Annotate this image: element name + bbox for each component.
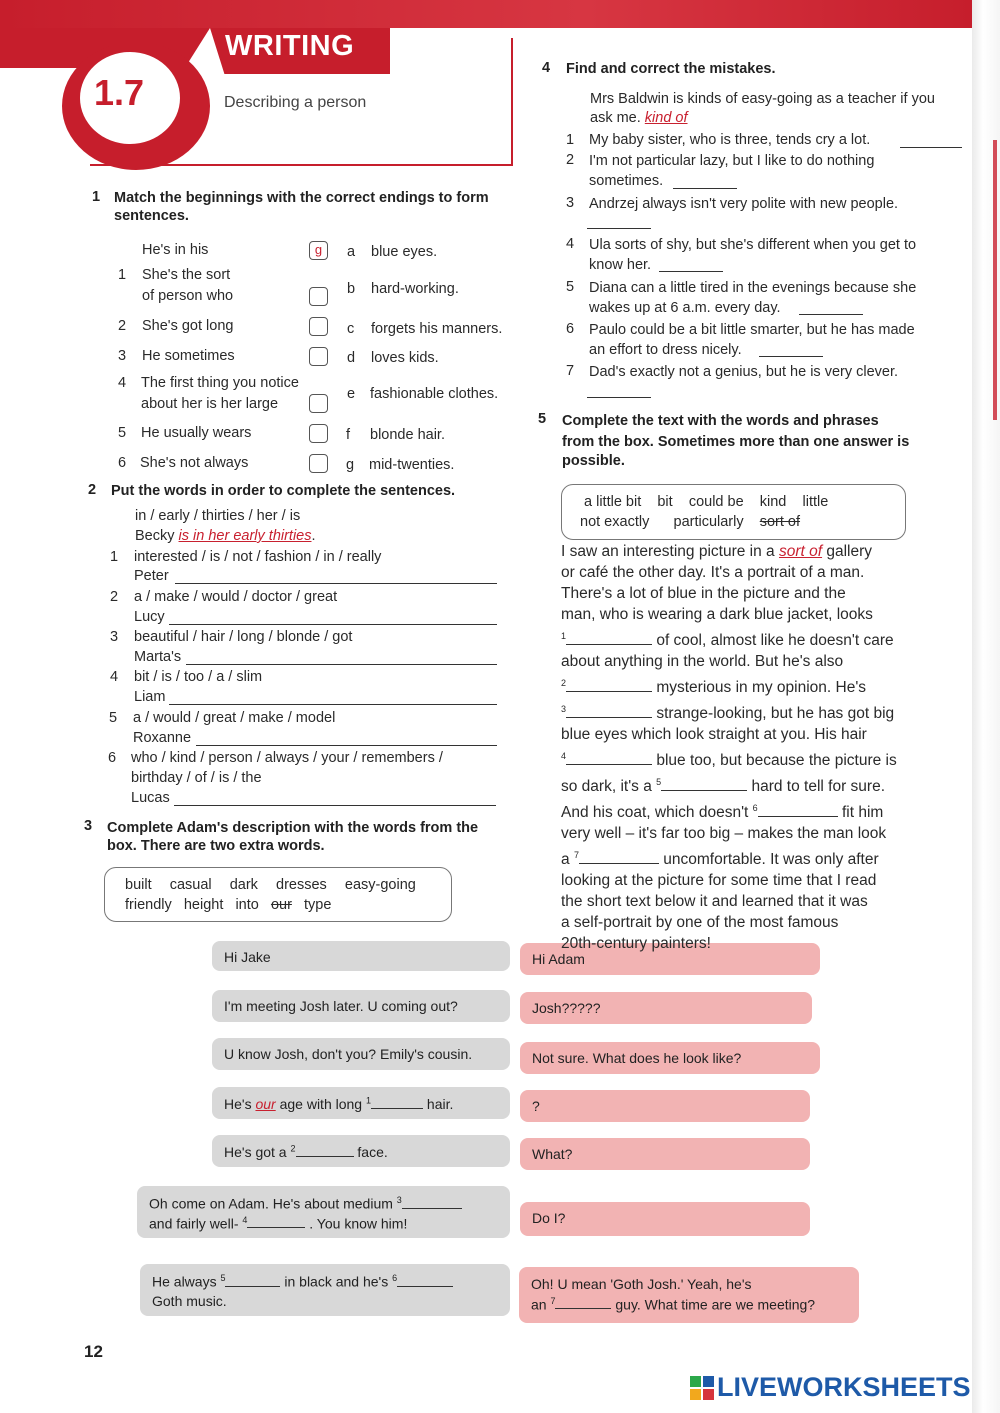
ex5-line: very well – it's far too big – makes the man look xyxy=(561,824,887,842)
ex5-number: 5 xyxy=(538,411,547,427)
ex5-line: uncomfortable. It was only after xyxy=(658,850,879,868)
ex5-gap-1[interactable] xyxy=(566,629,652,645)
chat-text: Oh come on Adam. He's about medium xyxy=(149,1195,397,1212)
chat-right-6 xyxy=(520,1202,810,1236)
ex4-example-answer: kind of xyxy=(644,110,688,126)
ex4-i2-num: 2 xyxy=(566,152,575,168)
ex1-answer-box-6[interactable] xyxy=(309,454,328,473)
ex3-box-row2 xyxy=(125,895,331,915)
chat-text: He's xyxy=(224,1096,256,1112)
ex1-example-beginning: He's in his xyxy=(142,242,209,258)
ex5-line: looking at the picture for some time that I read xyxy=(561,871,877,889)
header-divider xyxy=(90,164,512,166)
ex3-word: dresses xyxy=(276,877,327,893)
ex1-e-c-letter: c xyxy=(347,321,355,337)
liveworksheets-logo-icon xyxy=(690,1376,714,1400)
ex1-b1-l1: She's the sort xyxy=(142,267,231,283)
lesson-number: 1.7 xyxy=(94,72,145,113)
ex2-example-words: in / early / thirties / her / is xyxy=(135,508,301,524)
ex1-b2-num: 2 xyxy=(118,318,127,334)
page-edge-mark xyxy=(993,140,997,420)
chat-text: Josh????? xyxy=(532,1000,601,1016)
header-vertical-divider xyxy=(511,38,513,166)
ex5-word: not exactly xyxy=(580,514,650,530)
gap-number: 4 xyxy=(561,750,567,761)
ex2-answer-line-2[interactable] xyxy=(169,624,497,625)
ex4-i6-l2: an effort to dress nicely. xyxy=(589,342,742,358)
ex2-i1-num: 1 xyxy=(110,549,119,565)
ex4-answer-line-2[interactable] xyxy=(673,188,737,189)
ex1-b1-l2: of person who xyxy=(142,288,234,304)
ex1-b4-l1: The first thing you notice xyxy=(141,375,299,391)
gap-number: 5 xyxy=(220,1273,226,1283)
ex5-line: And his coat, which doesn't xyxy=(561,803,753,821)
ex5-line: the short text below it and learned that it was xyxy=(561,892,868,910)
ex1-e-e-text: fashionable clothes. xyxy=(370,386,499,402)
ex2-i3-num: 3 xyxy=(110,629,119,645)
chat-text: hair. xyxy=(423,1096,454,1112)
gap-number: 3 xyxy=(561,703,567,714)
ex1-b3-l1: He sometimes xyxy=(142,348,235,364)
ex1-b1-num: 1 xyxy=(118,267,127,283)
chat-text: U know Josh, don't you? Emily's cousin. xyxy=(224,1046,473,1062)
chat-text: ? xyxy=(532,1098,540,1114)
ex1-e-g-text: mid-twenties. xyxy=(369,457,455,473)
ex4-i4-l1: Ula sorts of shy, but she's different when you get to xyxy=(589,237,917,253)
ex4-i7-num: 7 xyxy=(566,363,575,379)
ex5-line: man, who is wearing a dark blue jacket, looks xyxy=(561,605,873,623)
ex3-word: casual xyxy=(169,877,212,893)
ex4-i4-l2: know her. xyxy=(589,257,652,273)
gap-number: 3 xyxy=(396,1195,402,1205)
gap-3[interactable] xyxy=(402,1195,462,1209)
ex5-line: blue too, but because the picture is xyxy=(656,751,897,769)
ex2-i4-num: 4 xyxy=(110,669,119,685)
ex4-i7-l1: Dad's exactly not a genius, but he is very clever. xyxy=(589,364,899,380)
ex3-word: easy-going xyxy=(344,877,416,893)
ex5-gap-2[interactable] xyxy=(566,676,652,692)
ex5-word: particularly xyxy=(673,514,744,530)
chat-answer: our xyxy=(255,1096,276,1112)
ex1-b4-num: 4 xyxy=(118,375,127,391)
ex3-instruction: Complete Adam's description with the words from the box. There are two extra words. xyxy=(107,820,479,855)
ex5-box-row2 xyxy=(580,512,800,532)
ex1-number: 1 xyxy=(92,189,101,205)
gap-number: 2 xyxy=(561,677,567,688)
ex2-instruction: Put the words in order to complete the sentences. xyxy=(111,483,456,499)
gap-number: 2 xyxy=(290,1143,296,1154)
ex1-answer-box-1[interactable] xyxy=(309,287,328,306)
ex2-example-name: Becky xyxy=(135,528,175,544)
ex2-answer-line-5[interactable] xyxy=(196,745,497,746)
ex5-word: a little bit xyxy=(584,494,642,510)
ex3-word: type xyxy=(304,897,332,913)
ex4-answer-line-3[interactable] xyxy=(587,228,651,229)
ex4-answer-line-4[interactable] xyxy=(659,271,723,272)
ex5-line: mysterious in my opinion. He's xyxy=(656,678,867,696)
ex2-answer-line-1[interactable] xyxy=(175,583,497,584)
ex4-number: 4 xyxy=(542,60,551,76)
ex5-line: so dark, it's a xyxy=(561,777,657,795)
ex2-example-answer: is in her early thirties xyxy=(178,528,312,544)
ex4-answer-line-1[interactable] xyxy=(900,147,962,148)
gap-6[interactable] xyxy=(397,1273,453,1287)
ex5-gap-7[interactable] xyxy=(579,848,659,864)
ex2-i5-words: a / would / great / make / model xyxy=(133,710,336,726)
ex3-word: dark xyxy=(229,877,258,893)
ex1-e-g-letter: g xyxy=(346,457,355,473)
ex5-line: I saw an interesting picture in a xyxy=(561,543,779,560)
ex5-line: of cool, almost like he doesn't care xyxy=(656,631,894,649)
ex5-instruction-l2: from the box. Sometimes more than one answer is xyxy=(562,434,910,450)
chat-right-3 xyxy=(520,1042,820,1074)
ex2-number: 2 xyxy=(88,482,97,498)
ex2-i3-name: Marta's xyxy=(134,649,182,665)
ex1-instruction: Match the beginnings with the correct endings to form sentences. xyxy=(114,190,489,225)
chat-text: Hi Jake xyxy=(224,949,271,965)
ex4-i6-l1: Paulo could be a bit little smarter, but he has made xyxy=(589,322,915,338)
ex5-line: hard to tell for sure. xyxy=(747,777,885,795)
ex3-word: built xyxy=(125,877,152,893)
gap-5[interactable] xyxy=(225,1273,280,1287)
ex4-answer-line-6[interactable] xyxy=(759,356,823,357)
chat-right-5 xyxy=(520,1138,810,1170)
liveworksheets-brand: LIVEWORKSHEETS xyxy=(717,1372,971,1402)
gap-number: 7 xyxy=(573,849,579,860)
ex5-instruction-l1: Complete the text with the words and phrases xyxy=(562,413,879,429)
ex1-e-f-letter: f xyxy=(346,427,351,443)
ex1-answer-box-3[interactable] xyxy=(309,347,328,366)
ex1-e-a-letter: a xyxy=(347,244,356,260)
ex1-b5-l1: He usually wears xyxy=(141,425,252,441)
ex1-e-e-letter: e xyxy=(347,386,356,402)
ex2-i2-words: a / make / would / doctor / great xyxy=(134,589,338,605)
ex5-gap-3[interactable] xyxy=(566,702,652,718)
ex4-i3-num: 3 xyxy=(566,195,575,211)
ex2-i6-words: who / kind / person / always / your / remembers / xyxy=(131,750,443,766)
header-band xyxy=(0,0,975,28)
ex4-i2-l2: sometimes. xyxy=(589,173,664,189)
ex1-b6-num: 6 xyxy=(118,455,127,471)
ex2-i2-name: Lucy xyxy=(134,609,165,625)
ex5-word: bit xyxy=(657,494,673,510)
ex4-example-l2-row xyxy=(590,108,688,128)
ex1-answer-box-5[interactable] xyxy=(309,424,328,443)
ex4-answer-line-7[interactable] xyxy=(587,397,651,398)
ex5-line: about anything in the world. But he's also xyxy=(561,652,844,670)
ex5-line: a xyxy=(561,850,574,868)
ex2-i4-words: bit / is / too / a / slim xyxy=(134,669,263,685)
chat-left-7 xyxy=(140,1264,510,1316)
chat-left-3 xyxy=(212,1038,510,1070)
gap-number: 7 xyxy=(550,1295,556,1306)
chat-text: Oh! U mean 'Goth Josh.' Yeah, he's xyxy=(531,1276,752,1292)
ex1-e-f-text: blonde hair. xyxy=(370,427,445,443)
ex3-word: friendly xyxy=(125,897,172,913)
ex5-word: little xyxy=(802,494,829,510)
chat-left-4 xyxy=(212,1087,510,1119)
ex1-e-a-text: blue eyes. xyxy=(371,244,438,260)
ex2-i3-words: beautiful / hair / long / blonde / got xyxy=(134,629,353,645)
ex1-b6-l1: She's not always xyxy=(140,455,249,471)
chat-text: I'm meeting Josh later. U coming out? xyxy=(224,998,458,1014)
gap-number: 1 xyxy=(366,1095,372,1106)
ex5-word: could be xyxy=(688,494,744,510)
page-subtitle: Describing a person xyxy=(224,94,367,111)
chat-left-5 xyxy=(212,1135,510,1167)
ex2-i2-num: 2 xyxy=(110,589,119,605)
ex1-example-answer: g xyxy=(309,241,328,260)
chat-text: . You know him! xyxy=(305,1215,408,1232)
ex5-word-struck: sort of xyxy=(759,514,801,530)
ex2-i5-num: 5 xyxy=(109,710,118,726)
ex1-b2-l1: She's got long xyxy=(142,318,234,334)
chat-right-2 xyxy=(520,992,812,1024)
gap-number: 1 xyxy=(561,630,567,641)
chat-text: Do I? xyxy=(532,1210,566,1226)
gap-1[interactable] xyxy=(371,1095,423,1109)
ex5-line: strange-looking, but he has got big xyxy=(656,704,895,722)
ex2-i1-words: interested / is / not / fashion / in / really xyxy=(134,549,382,565)
ex4-i1-num: 1 xyxy=(566,132,575,148)
ex4-i3-l1: Andrzej always isn't very polite with new people. xyxy=(589,196,899,212)
ex5-text xyxy=(561,542,941,954)
chat-text: He's got a xyxy=(224,1144,291,1160)
ex4-i1-l1: My baby sister, who is three, tends cry a lot. xyxy=(589,132,871,148)
ex3-word-struck: our xyxy=(270,897,292,913)
ex4-example-l1: Mrs Baldwin is kinds of easy-going as a teacher if you xyxy=(590,91,935,107)
ex1-e-b-letter: b xyxy=(347,281,356,297)
gap-2[interactable] xyxy=(296,1143,354,1157)
gap-number: 6 xyxy=(392,1273,398,1283)
ex3-word: into xyxy=(235,897,259,913)
ex2-answer-line-4[interactable] xyxy=(169,704,497,705)
ex1-answer-box-2[interactable] xyxy=(309,317,328,336)
chat-text: face. xyxy=(353,1144,388,1160)
ex1-e-d-letter: d xyxy=(347,350,356,366)
ex5-gap-4[interactable] xyxy=(566,749,652,765)
chat-text: Not sure. What does he look like? xyxy=(532,1050,742,1066)
ex2-i6-num: 6 xyxy=(108,750,117,766)
ex5-line: blue eyes which look straight at you. His hair xyxy=(561,725,867,743)
ex5-gap-6[interactable] xyxy=(758,801,838,817)
ex3-number: 3 xyxy=(84,818,93,834)
chat-text: age with long xyxy=(275,1096,366,1112)
ex1-b3-num: 3 xyxy=(118,348,127,364)
ex5-word: kind xyxy=(759,494,787,510)
chat-text: an xyxy=(531,1296,551,1313)
ex5-box-row1 xyxy=(584,492,828,512)
ex4-i5-num: 5 xyxy=(566,279,575,295)
ex4-i6-num: 6 xyxy=(566,321,575,337)
chat-left-2 xyxy=(212,990,510,1022)
ex2-i5-name: Roxanne xyxy=(133,730,192,746)
ex5-line: 20th-century painters! xyxy=(561,934,711,952)
gap-4[interactable] xyxy=(247,1214,305,1228)
chat-text: guy. What time are we meeting? xyxy=(611,1296,816,1313)
chat-text: and fairly well- xyxy=(149,1215,243,1232)
ex4-i2-l1: I'm not particular lazy, but I like to do nothing xyxy=(589,153,875,169)
ex2-i4-name: Liam xyxy=(134,689,166,705)
ex3-word: height xyxy=(183,897,224,913)
gap-number: 6 xyxy=(752,802,758,813)
chat-right-7 xyxy=(519,1267,859,1323)
ex4-i5-l1: Diana can a little tired in the evenings because she xyxy=(589,280,917,296)
chat-left-1 xyxy=(212,941,510,971)
ex2-example-line: Becky is in her early thirties. xyxy=(135,528,316,544)
chat-right-4 xyxy=(520,1090,810,1122)
ex2-i6-name: Lucas xyxy=(131,790,170,806)
ex1-answer-box-4[interactable] xyxy=(309,394,328,413)
ex4-i4-num: 4 xyxy=(566,236,575,252)
ex2-answer-line-6[interactable] xyxy=(174,805,496,806)
ex5-line: a self-portrait by one of the most famous xyxy=(561,913,839,931)
gap-number: 4 xyxy=(242,1214,248,1225)
ex5-instruction-l3: possible. xyxy=(562,453,625,469)
gap-7[interactable] xyxy=(555,1295,611,1309)
ex5-line: or café the other day. It's a portrait of a man. xyxy=(561,563,865,581)
ex5-line: gallery xyxy=(822,543,873,560)
ex1-b5-num: 5 xyxy=(118,425,127,441)
ex5-line: There's a lot of blue in the picture and the xyxy=(561,584,846,602)
ex4-i5-l2: wakes up at 6 a.m. every day. xyxy=(589,300,781,316)
chat-text: Hi Adam xyxy=(532,951,585,967)
chat-left-6 xyxy=(137,1186,510,1238)
chat-text: What? xyxy=(532,1146,573,1162)
ex2-answer-line-3[interactable] xyxy=(186,664,497,665)
ex1-e-d-text: loves kids. xyxy=(371,350,439,366)
page-title: WRITING xyxy=(225,30,355,62)
chat-text: in black and he's xyxy=(280,1273,393,1290)
ex1-b4-l2: about her is her large xyxy=(141,396,279,412)
ex4-answer-line-5[interactable] xyxy=(799,314,863,315)
page-number: 12 xyxy=(84,1342,103,1361)
ex1-e-b-text: hard-working. xyxy=(371,281,459,297)
chat-text: Goth music. xyxy=(152,1292,227,1309)
ex3-box-row1 xyxy=(125,875,416,895)
ex4-instruction: Find and correct the mistakes. xyxy=(566,61,776,77)
ex4-example-l2: ask me. xyxy=(590,110,641,126)
ex5-gap-5[interactable] xyxy=(661,775,747,791)
gap-number: 5 xyxy=(656,776,662,787)
ex5-example-answer: sort of xyxy=(778,543,823,560)
ex2-i6-words2: birthday / of / is / the xyxy=(131,770,262,786)
ex1-e-c-text: forgets his manners. xyxy=(371,321,503,337)
ex2-i1-name: Peter xyxy=(134,568,169,584)
chat-text: He always xyxy=(152,1273,221,1290)
ex5-line: fit him xyxy=(837,803,884,821)
